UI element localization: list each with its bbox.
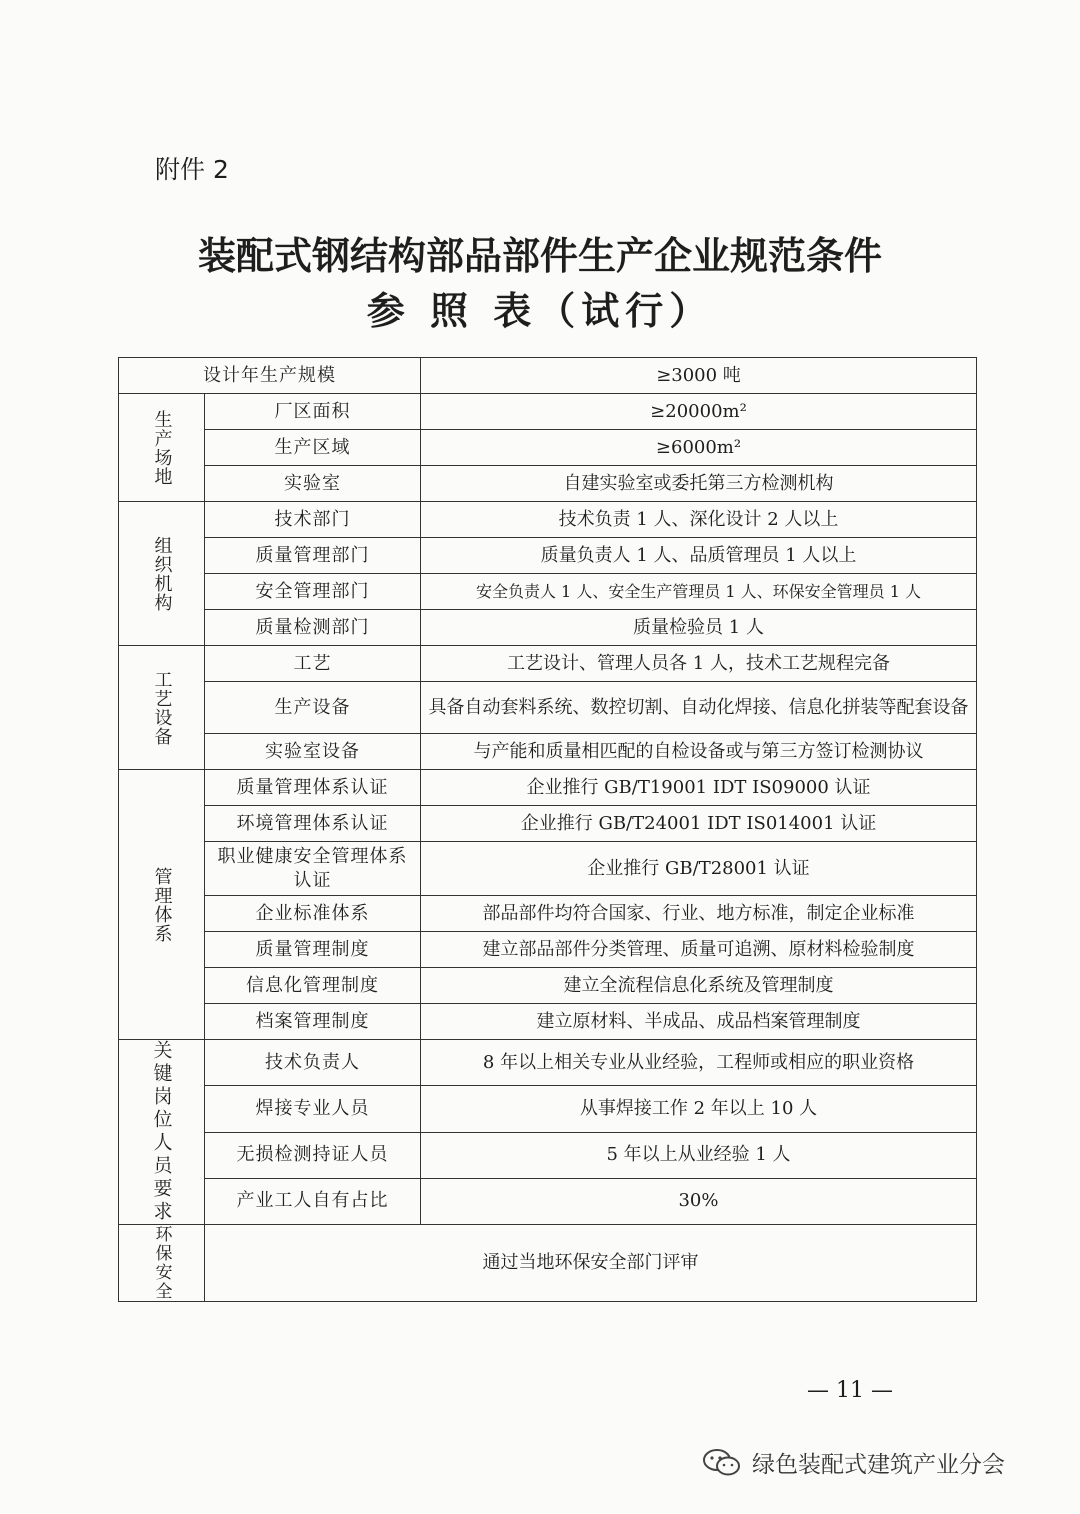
spec-table [118, 357, 977, 1302]
table-row [119, 466, 977, 502]
row-value: 部品部件均符合国家、行业、地方标准，制定企业标准 [421, 896, 977, 932]
row-label: 环境管理体系认证 [205, 806, 421, 842]
row-value: 通过当地环保安全部门评审 [205, 1225, 977, 1302]
row-label: 焊接专业人员 [205, 1086, 421, 1132]
attachment-label: 附件 2 [155, 155, 229, 184]
row-value: 安全负责人 1 人、安全生产管理员 1 人、环保安全管理员 1 人 [421, 574, 977, 610]
row-value: 企业推行 GB/T28001 认证 [421, 842, 977, 896]
table-row [119, 646, 977, 682]
row-value: 30% [421, 1178, 977, 1224]
row-value: 质量检验员 1 人 [421, 610, 977, 646]
row-label: 厂区面积 [205, 394, 421, 430]
table-row [119, 1004, 977, 1040]
row-label: 生产区域 [205, 430, 421, 466]
row-label: 质量管理体系认证 [205, 770, 421, 806]
table-row [119, 1086, 977, 1132]
row-value: 建立原材料、半成品、成品档案管理制度 [421, 1004, 977, 1040]
table-row [119, 806, 977, 842]
wechat-icon [702, 1448, 742, 1478]
table-row [119, 932, 977, 968]
row-value: 建立全流程信息化系统及管理制度 [421, 968, 977, 1004]
table-row [119, 610, 977, 646]
category-organization: 组织机构 [119, 502, 205, 646]
table-row [119, 394, 977, 430]
table-row [119, 896, 977, 932]
row-label: 质量管理部门 [205, 538, 421, 574]
category-site: 生产场地 [119, 394, 205, 502]
document-title: 装配式钢结构部品部件生产企业规范条件 [197, 234, 882, 278]
row-value: ≥3000 吨 [421, 358, 977, 394]
row-label: 实验室 [205, 466, 421, 502]
table-row [119, 1040, 977, 1086]
row-value: 与产能和质量相匹配的自检设备或与第三方签订检测协议 [421, 734, 977, 770]
page-number: — 11 — [807, 1378, 893, 1403]
row-label: 档案管理制度 [205, 1004, 421, 1040]
table-row [119, 770, 977, 806]
row-label: 技术负责人 [205, 1040, 421, 1086]
row-label: 无损检测持证人员 [205, 1132, 421, 1178]
row-label: 实验室设备 [205, 734, 421, 770]
row-value: 建立部品部件分类管理、质量可追溯、原材料检验制度 [421, 932, 977, 968]
row-value: 自建实验室或委托第三方检测机构 [421, 466, 977, 502]
row-label: 质量检测部门 [205, 610, 421, 646]
row-label: 信息化管理制度 [205, 968, 421, 1004]
document-subtitle: 参 照 表（试行） [366, 289, 714, 333]
row-label: 企业标准体系 [205, 896, 421, 932]
category-management-system: 管理体系 [119, 770, 205, 1040]
row-label: 产业工人自有占比 [205, 1178, 421, 1224]
watermark [702, 1446, 1005, 1479]
row-value: 质量负责人 1 人、品质管理员 1 人以上 [421, 538, 977, 574]
row-label: 质量管理制度 [205, 932, 421, 968]
category-key-personnel: 关键岗位人员要求 [119, 1040, 205, 1225]
row-label: 安全管理部门 [205, 574, 421, 610]
table-row [119, 1178, 977, 1224]
row-label: 职业健康安全管理体系认证 [205, 842, 421, 896]
table-row [119, 734, 977, 770]
row-value: 企业推行 GB/T19001 IDT IS09000 认证 [421, 770, 977, 806]
table-row [119, 968, 977, 1004]
row-label: 技术部门 [205, 502, 421, 538]
table-row [119, 842, 977, 896]
watermark-text: 绿色装配式建筑产业分会 [752, 1452, 1005, 1478]
table-row [119, 682, 977, 734]
row-value: ≥6000m² [421, 430, 977, 466]
row-value: 工艺设计、管理人员各 1 人，技术工艺规程完备 [421, 646, 977, 682]
row-value: 具备自动套料系统、数控切割、自动化焊接、信息化拼装等配套设备 [421, 682, 977, 734]
row-value: 5 年以上从业经验 1 人 [421, 1132, 977, 1178]
table-row [119, 358, 977, 394]
row-value: 8 年以上相关专业从业经验，工程师或相应的职业资格 [421, 1040, 977, 1086]
row-label: 工艺 [205, 646, 421, 682]
row-label: 生产设备 [205, 682, 421, 734]
table-row [119, 574, 977, 610]
table-row [119, 1225, 977, 1302]
row-label: 设计年生产规模 [119, 358, 421, 394]
row-value: 从事焊接工作 2 年以上 10 人 [421, 1086, 977, 1132]
table-row [119, 502, 977, 538]
row-value: ≥20000m² [421, 394, 977, 430]
table-row [119, 538, 977, 574]
table-row [119, 1132, 977, 1178]
category-environmental-safety: 环保安全 [119, 1225, 205, 1302]
row-value: 企业推行 GB/T24001 IDT IS014001 认证 [421, 806, 977, 842]
category-process-equipment: 工艺设备 [119, 646, 205, 770]
row-value: 技术负责 1 人、深化设计 2 人以上 [421, 502, 977, 538]
table-row [119, 430, 977, 466]
